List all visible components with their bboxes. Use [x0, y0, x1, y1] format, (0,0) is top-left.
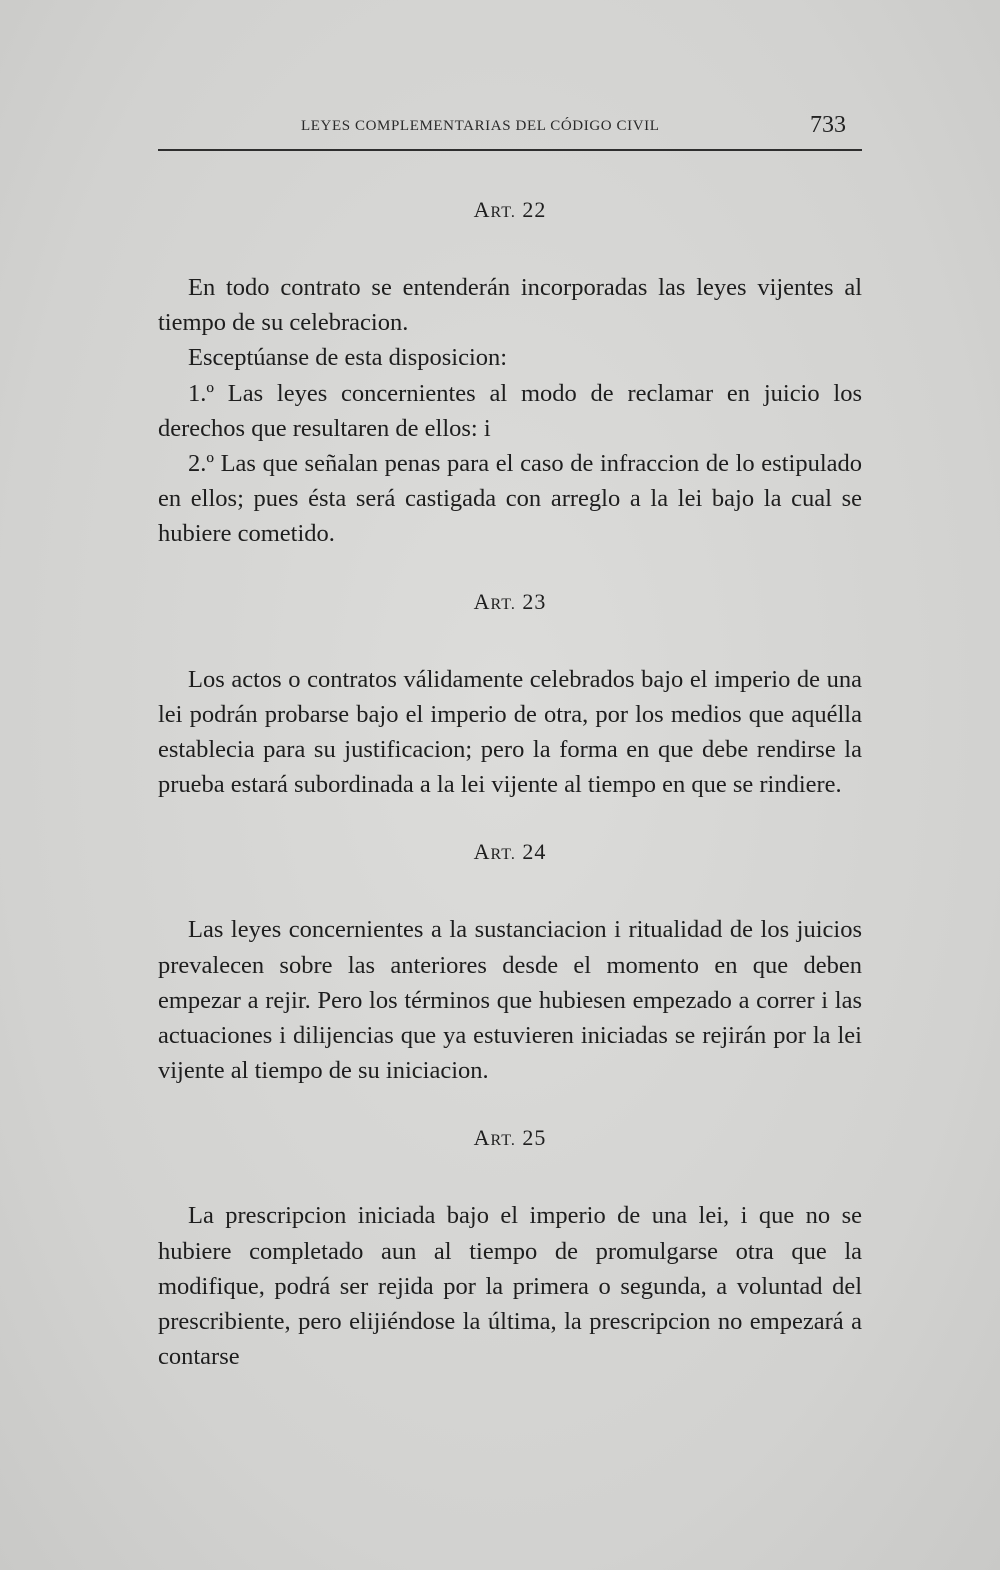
- article-23-paragraph: Los actos o contratos válidamente celebrados bajo el imperio de una lei podrán probarse bajo el imperio de otra, por los medios que aquélla establecia para su justificacion; pero la forma en que debe rendirse la prueba estará subordinada a la lei vijente al tiempo en que se rindiere.: [158, 665, 862, 799]
- running-head: LEYES COMPLEMENTARIAS DEL CÓDIGO CIVIL: [301, 118, 660, 134]
- article-heading-22: ART. 22: [473, 197, 547, 222]
- page-body: [158, 190, 862, 1374]
- article-heading-23: ART. 23: [473, 588, 547, 614]
- article-heading-25: ART. 25: [473, 1125, 547, 1151]
- article-25-paragraph: La prescripcion iniciada bajo el imperio de una lei, i que no se hubiere completado aun al tiempo de promulgarse otra que la modifique, podrá ser rejida por la primera o segunda, a voluntad del prescribiente, pero elijiéndose la última, la prescripcion no empezará a contarse: [158, 1202, 862, 1371]
- article-22-paragraph: Esceptúanse de esta disposicion:: [188, 344, 508, 372]
- page-number: 733: [810, 112, 846, 138]
- article-22-paragraph: 1.º Las leyes concernientes al modo de reclamar en juicio los derechos que resultaren de ellos: i: [158, 379, 862, 442]
- article-heading-24: ART. 24: [473, 839, 547, 865]
- article-22-paragraph: 2.º Las que señalan penas para el caso de infraccion de lo estipulado en ellos; pues ésta será castigada con arreglo a la lei bajo la cual se hubiere cometido.: [158, 450, 862, 548]
- page-header: [158, 112, 862, 152]
- article-22-paragraph: En todo contrato se entenderán incorporadas las leyes vijentes al tiempo de su celebracion.: [158, 274, 862, 337]
- header-rule: [158, 149, 862, 151]
- article-24-paragraph: Las leyes concernientes a la sustanciacion i ritualidad de los juicios prevalecen sobre las anteriores desde el momento en que deben empezar a rejir. Pero los términos que hubiesen empezado a correr i las actuaciones i dilijencias que ya estuvieren iniciadas se rejirán por la lei vijente al tiempo de su iniciacion.: [158, 916, 862, 1085]
